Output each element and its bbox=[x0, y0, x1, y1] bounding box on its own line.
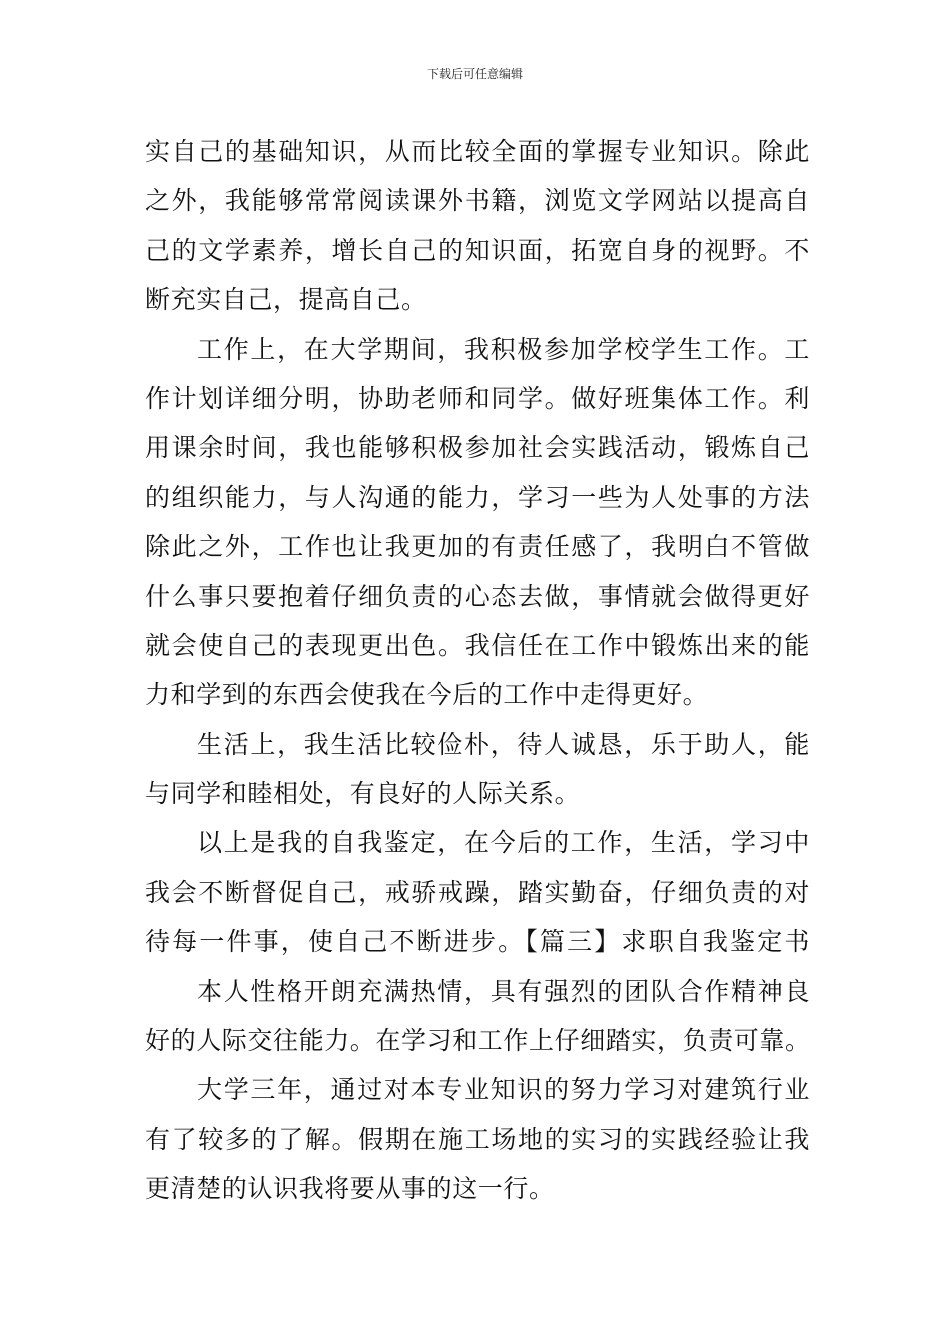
paragraph-start-line: 以上是我的自我鉴定，在今后的工作，生活，学习中 bbox=[197, 828, 810, 858]
text-line: 力和学到的东西会使我在今后的工作中走得更好。 bbox=[145, 680, 709, 710]
text-line: 好的人际交往能力。在学习和工作上仔细踏实，负责可靠。 bbox=[145, 1026, 811, 1056]
text-line: 实自己的基础知识，从而比较全面的掌握专业知识。除此 bbox=[145, 137, 810, 166]
text-line: 用课余时间，我也能够积极参加社会实践活动，锻炼自己 bbox=[145, 433, 810, 463]
paragraph-start-line: 工作上，在大学期间，我积极参加学校学生工作。工 bbox=[197, 334, 810, 364]
paragraph-start-line: 本人性格开朗充满热情，具有强烈的团队合作精神良 bbox=[197, 976, 810, 1006]
document-body bbox=[145, 127, 810, 1214]
paragraph-start-line: 生活上，我生活比较俭朴，待人诚恳，乐于助人，能 bbox=[197, 729, 810, 759]
text-line: 与同学和睦相处，有良好的人际关系。 bbox=[145, 779, 581, 809]
paragraph-start-line: 大学三年，通过对本专业知识的努力学习对建筑行业 bbox=[197, 1075, 810, 1105]
text-line: 就会使自己的表现更出色。我信任在工作中锻炼出来的能 bbox=[145, 630, 810, 660]
text-line: 我会不断督促自己，戒骄戒躁，踏实勤奋，仔细负责的对 bbox=[145, 877, 810, 907]
text-line: 之外，我能够常常阅读课外书籍，浏览文学网站以提高自 bbox=[145, 186, 810, 216]
text-line: 己的文学素养，增长自己的知识面，拓宽自身的视野。不 bbox=[145, 235, 810, 265]
text-line: 更清楚的认识我将要从事的这一行。 bbox=[145, 1174, 555, 1204]
text-line: 待每一件事，使自己不断进步。【篇三】求职自我鉴定书 bbox=[145, 927, 810, 957]
text-line: 什么事只要抱着仔细负责的心态去做，事情就会做得更好 bbox=[145, 581, 810, 611]
text-line: 作计划详细分明，协助老师和同学。做好班集体工作。利 bbox=[145, 383, 810, 413]
page-header: 下载后可任意编辑 bbox=[426, 67, 523, 81]
text-line: 有了较多的了解。假期在施工场地的实习的实践经验让我 bbox=[145, 1124, 810, 1154]
text-line: 除此之外，工作也让我更加的有责任感了，我明白不管做 bbox=[145, 532, 810, 562]
text-line: 断充实自己，提高自己。 bbox=[145, 285, 427, 315]
text-line: 的组织能力，与人沟通的能力，学习一些为人处事的方法 bbox=[145, 482, 810, 512]
